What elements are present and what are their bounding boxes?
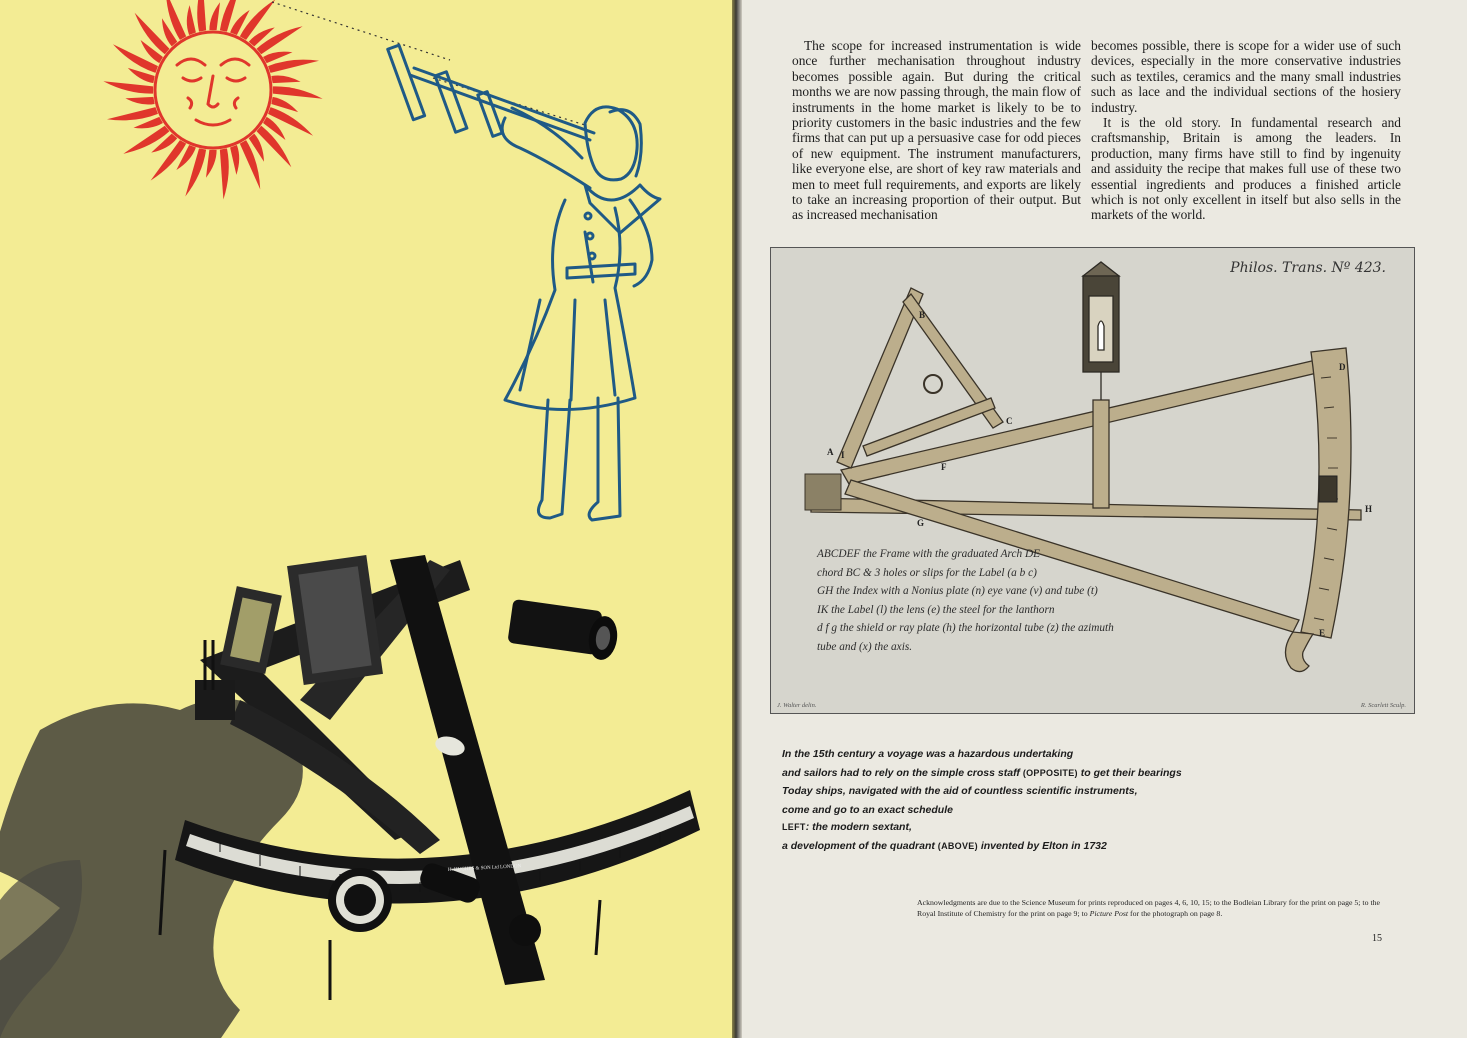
sun-ray bbox=[103, 81, 153, 93]
ack-text: Acknowledgments are due to the Science Museum for prints reproduced on pages 4, 6, 10, 15; to the Bodleian Library for the print on page 5; to the Royal Institute of Chemistry for the print on page 9; to bbox=[917, 898, 1380, 918]
plate-legend-line: d f g the shield or ray plate (h) the horizontal tube (z) the azimuth bbox=[817, 622, 1114, 634]
plate-letter-d: D bbox=[1339, 362, 1346, 372]
sun-ray bbox=[187, 5, 196, 35]
caption-text: invented by Elton in 1732 bbox=[980, 839, 1107, 852]
caption-opposite: (OPPOSITE) bbox=[1022, 767, 1078, 778]
body-column-2 bbox=[1091, 38, 1401, 223]
caption-line bbox=[782, 818, 1202, 837]
plate-letter-a: A bbox=[827, 447, 834, 457]
caption-line: In the 15th century a voyage was a hazardous undertaking bbox=[782, 748, 1074, 760]
plate-legend-line: IK the Label (l) the lens (e) the steel for the lanthorn bbox=[817, 603, 1055, 616]
plate-legend-line: ABCDEF the Frame with the graduated Arch DE bbox=[817, 548, 1041, 560]
sun-ray bbox=[107, 107, 158, 120]
caption-line: come and go to an exact schedule bbox=[782, 803, 953, 816]
plate-letter-c: C bbox=[1006, 416, 1013, 426]
sun-ray bbox=[135, 13, 170, 54]
sun-ray bbox=[230, 145, 239, 175]
sun-ray bbox=[206, 150, 217, 178]
sun-ray bbox=[197, 0, 206, 32]
caption-left: LEFT bbox=[782, 822, 806, 832]
body-paragraph-1: The scope for increased instrumentation is wide once further mechanisation throughout industry becomes possible again. But during the critical months we are now passing through, the main flow of instruments in the home market is likely to be to priority customers in the basic industries and the few firms that can put up a persuasive case for odd pieces of new equipment. The instrument manufacturers, like everyone else, are short of key raw materials and men to meet full requirements, and exports are likely to take an increasing proportion of their output. But as increased mechanisation bbox=[792, 38, 1081, 223]
sun-ray bbox=[209, 2, 220, 30]
caption-cross-staff bbox=[782, 745, 1202, 819]
plate-legend-line: chord BC & 3 holes or slips for the Label (a b c) bbox=[817, 566, 1037, 579]
maker-plate-text: H. HUGHES & SON Ltd LONDON bbox=[447, 864, 522, 873]
sun-ray bbox=[123, 126, 169, 154]
caption-text: to get their bearings bbox=[1080, 766, 1182, 779]
body-paragraph-2: becomes possible, there is scope for a wider use of such devices, especially in the more conservative industries such as textiles, ceramics and the many small industries such as lace and the individual sections of the hosiery industry. bbox=[1091, 38, 1401, 115]
caption-text: : the modern sextant, bbox=[805, 821, 912, 833]
caption-text: and sailors had to rely on the simple cross staff bbox=[782, 766, 1020, 779]
sun-ray bbox=[125, 97, 154, 105]
right-page bbox=[742, 0, 1467, 1038]
plate-letter-i: I bbox=[841, 450, 845, 460]
sight-line bbox=[272, 2, 450, 60]
caption-line: Today ships, navigated with the aid of countless scientific instruments, bbox=[782, 785, 1138, 797]
plate-legend-line: GH the Index with a Nonius plate (n) eye vane (v) and tube (t) bbox=[817, 585, 1098, 597]
plate-letter-g: G bbox=[917, 518, 925, 528]
plate-credit-left: J. Walter delin. bbox=[777, 702, 817, 709]
plate-letter-f: F bbox=[941, 462, 947, 472]
caption-sextant bbox=[782, 818, 1202, 855]
plate-title: Philos. Trans. Nº 423. bbox=[1230, 260, 1386, 276]
left-page-illustrations bbox=[0, 0, 732, 1038]
sun-ray bbox=[220, 148, 229, 199]
sun-ray bbox=[257, 126, 292, 167]
ack-text-end: for the photograph on page 8. bbox=[1130, 908, 1223, 918]
sun-ray bbox=[151, 140, 187, 180]
plate-legend-line: tube and (x) the axis. bbox=[817, 640, 913, 653]
caption-text: a development of the quadrant bbox=[782, 839, 935, 852]
caption-above: (ABOVE) bbox=[937, 840, 978, 851]
caption-line bbox=[782, 764, 1202, 783]
sun-ray bbox=[268, 60, 319, 73]
quadrant-engraving-plate bbox=[770, 247, 1415, 714]
acknowledgments bbox=[917, 898, 1380, 919]
plate-credit-right: R. Scarlett Sculp. bbox=[1360, 702, 1406, 709]
plate-letter-e: E bbox=[1319, 628, 1326, 638]
cross-staff-figure bbox=[388, 45, 660, 520]
caption-line bbox=[782, 837, 1202, 856]
page-number: 15 bbox=[1372, 933, 1382, 944]
body-paragraph-3: It is the old story. In fundamental research and craftsmanship, Britain is among the leaders. In production, many firms have still to find by ingenuity and assiduity the recipe that makes full use of these two essential ingredients and produces a finished article which is not only excellent in itself but also sells in the markets of the world. bbox=[1091, 115, 1401, 223]
body-column-1 bbox=[792, 38, 1081, 223]
plate-legend bbox=[817, 545, 1114, 656]
plate-letter-b: B bbox=[919, 310, 926, 320]
ack-italic: Picture Post bbox=[1089, 908, 1129, 918]
sun-ray bbox=[240, 0, 276, 40]
plate-letter-h: H bbox=[1365, 504, 1373, 514]
sun-ray bbox=[271, 75, 300, 83]
sun-ray bbox=[273, 86, 323, 98]
sun-illustration bbox=[103, 0, 322, 200]
spine-gutter bbox=[732, 0, 742, 1038]
sun-ray bbox=[257, 26, 303, 54]
left-page bbox=[0, 0, 732, 1038]
